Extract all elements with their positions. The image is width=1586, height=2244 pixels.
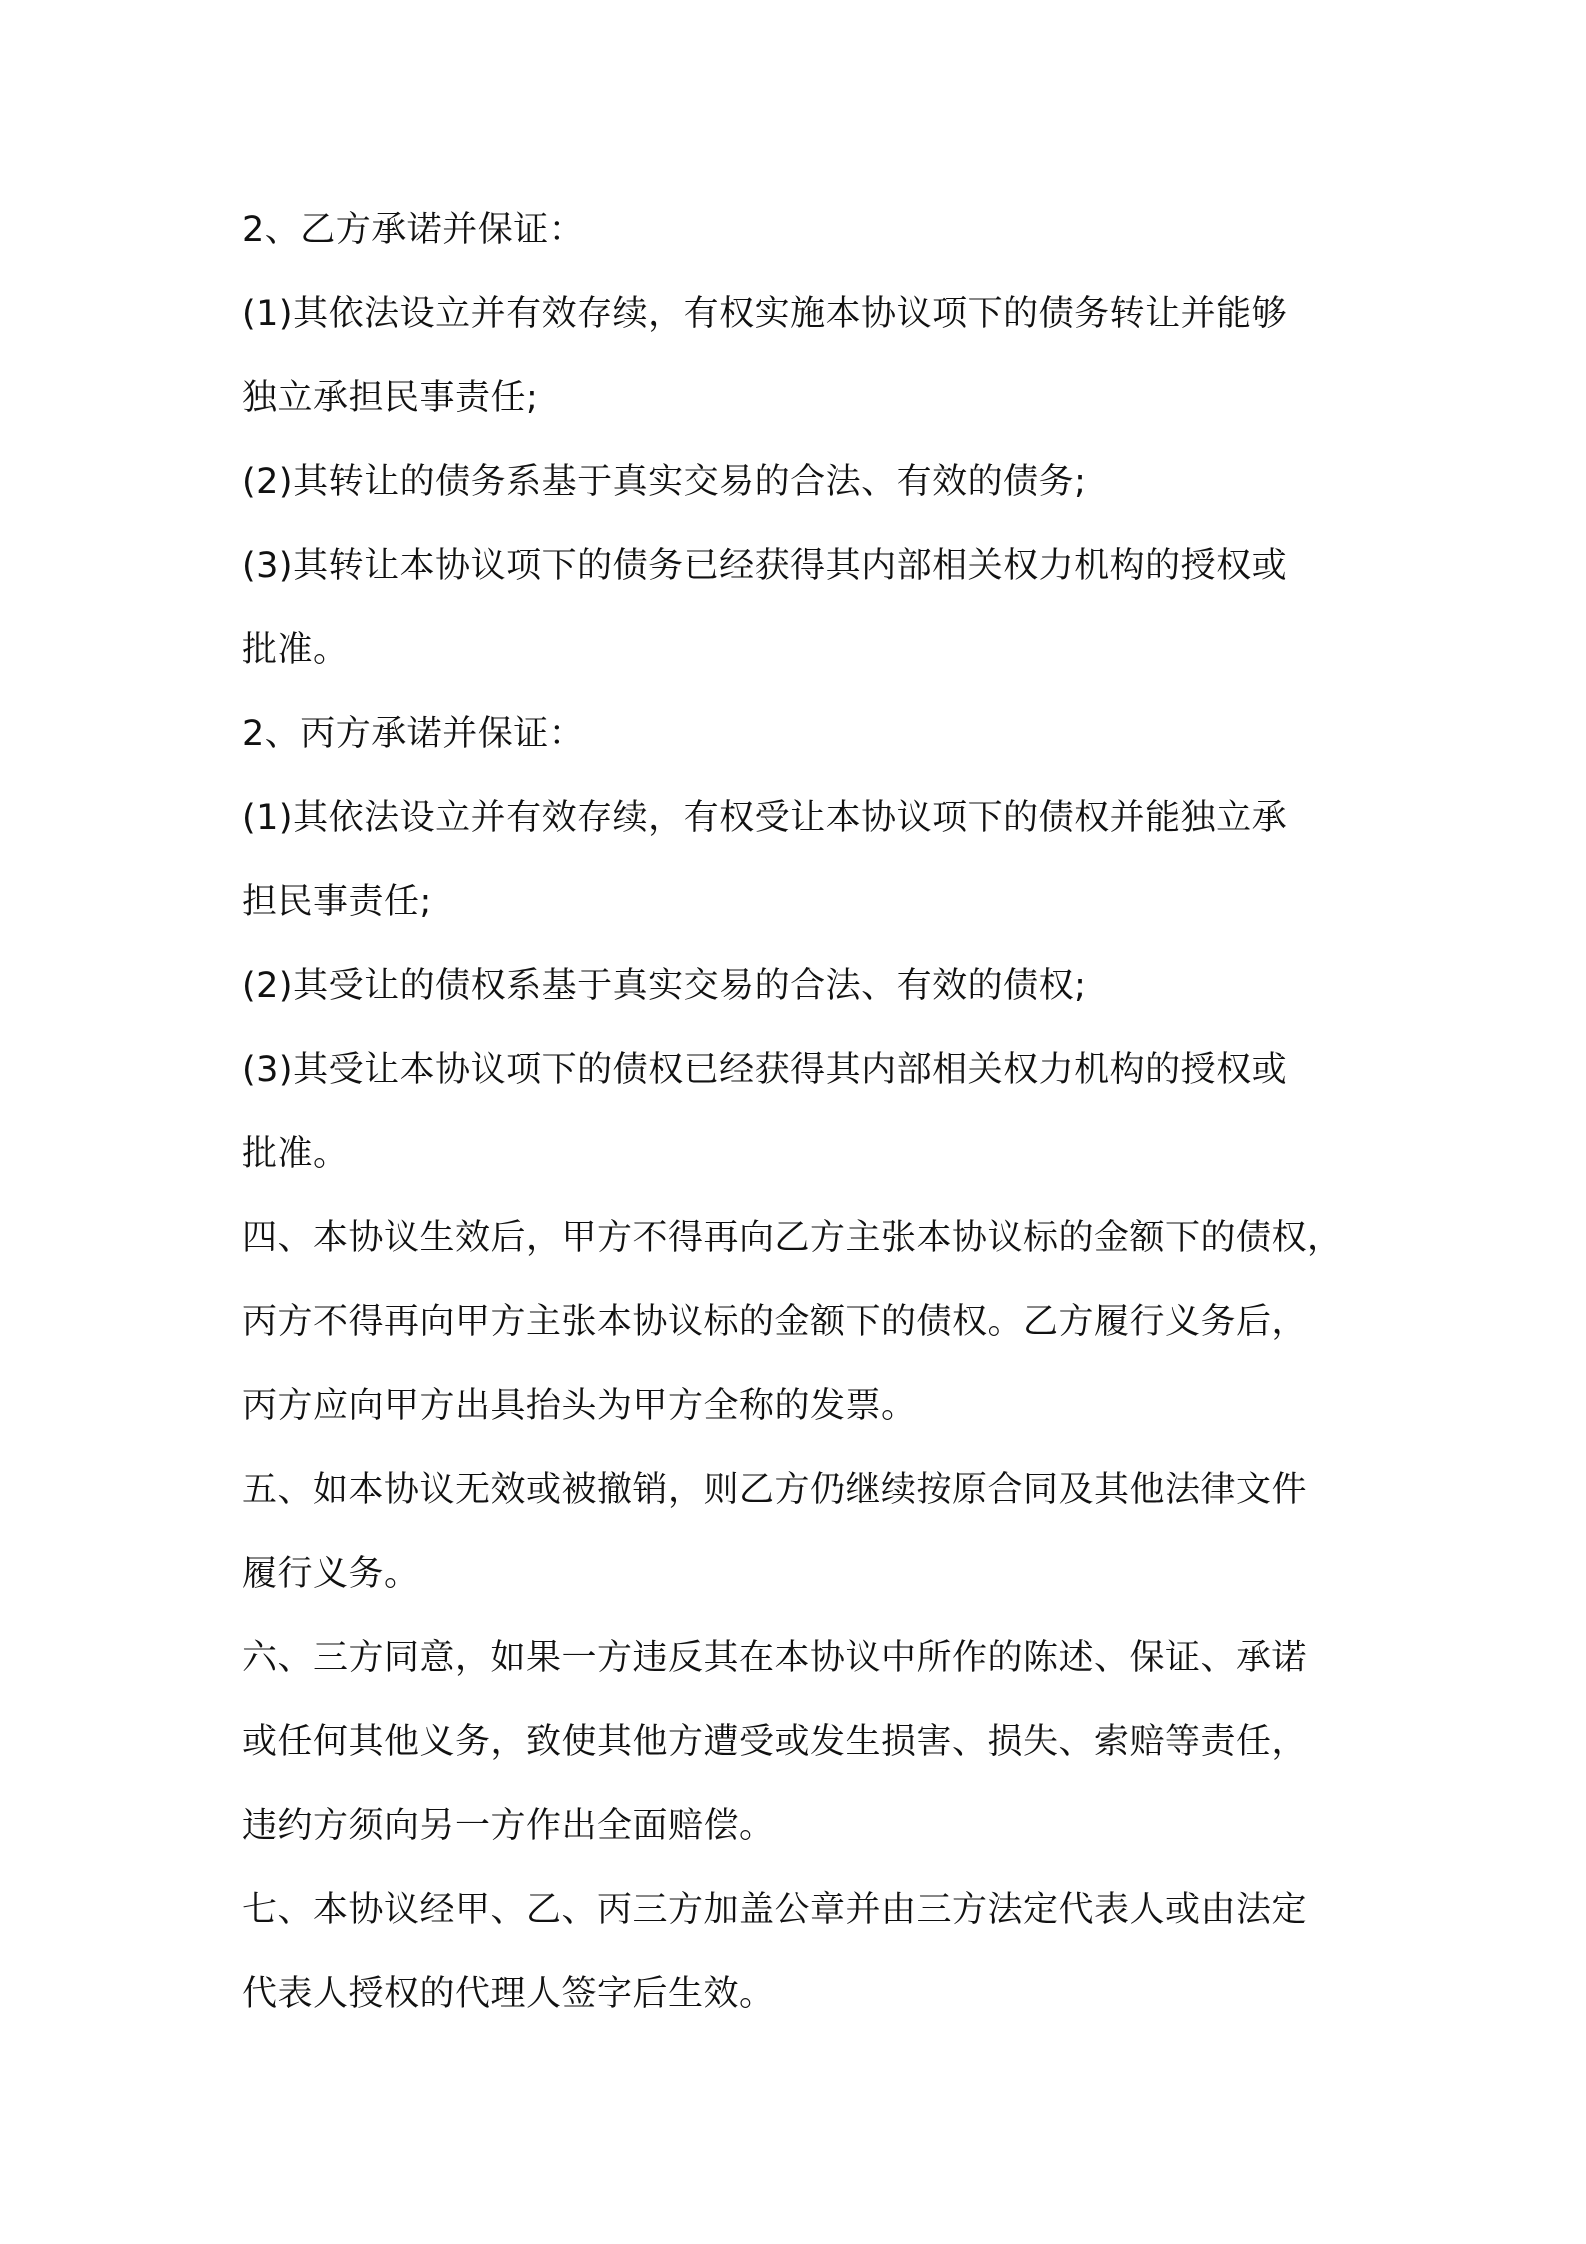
text-line: 批准。 [242, 630, 349, 670]
text-line: 丙方应向甲方出具抬头为甲方全称的发票。 [242, 1386, 917, 1426]
text-line: 代表人授权的代理人签字后生效。 [242, 1974, 775, 2014]
text-line: (2)其受让的债权系基于真实交易的合法、有效的债权; [242, 966, 1087, 1006]
text-line: 丙方不得再向甲方主张本协议标的金额下的债权。乙方履行义务后， [242, 1302, 1308, 1342]
text-line: 违约方须向另一方作出全面赔偿。 [242, 1806, 775, 1846]
text-line: (3)其转让本协议项下的债务已经获得其内部相关权力机构的授权或 [242, 546, 1288, 586]
text-line: 六、三方同意，如果一方违反其在本协议中所作的陈述、保证、承诺 [242, 1638, 1308, 1678]
text-line: 四、本协议生效后，甲方不得再向乙方主张本协议标的金额下的债权， [242, 1218, 1343, 1258]
text-line: 担民事责任; [242, 882, 432, 922]
text-line: 2、乙方承诺并保证： [242, 210, 585, 250]
text-line: 七、本协议经甲、乙、丙三方加盖公章并由三方法定代表人或由法定 [242, 1890, 1308, 1930]
text-line: (1)其依法设立并有效存续，有权实施本协议项下的债务转让并能够 [242, 294, 1288, 334]
text-line: 2、丙方承诺并保证： [242, 714, 585, 754]
text-line: 独立承担民事责任; [242, 378, 539, 418]
text-line: (1)其依法设立并有效存续，有权受让本协议项下的债权并能独立承 [242, 798, 1288, 838]
text-line: 五、如本协议无效或被撤销，则乙方仍继续按原合同及其他法律文件 [242, 1470, 1308, 1510]
text-line: 批准。 [242, 1134, 349, 1174]
text-line: (2)其转让的债务系基于真实交易的合法、有效的债务; [242, 462, 1087, 502]
text-line: (3)其受让本协议项下的债权已经获得其内部相关权力机构的授权或 [242, 1050, 1288, 1090]
text-line: 履行义务。 [242, 1554, 420, 1594]
document-body [242, 200, 1362, 2048]
text-line: 或任何其他义务，致使其他方遭受或发生损害、损失、索赔等责任， [242, 1722, 1308, 1762]
